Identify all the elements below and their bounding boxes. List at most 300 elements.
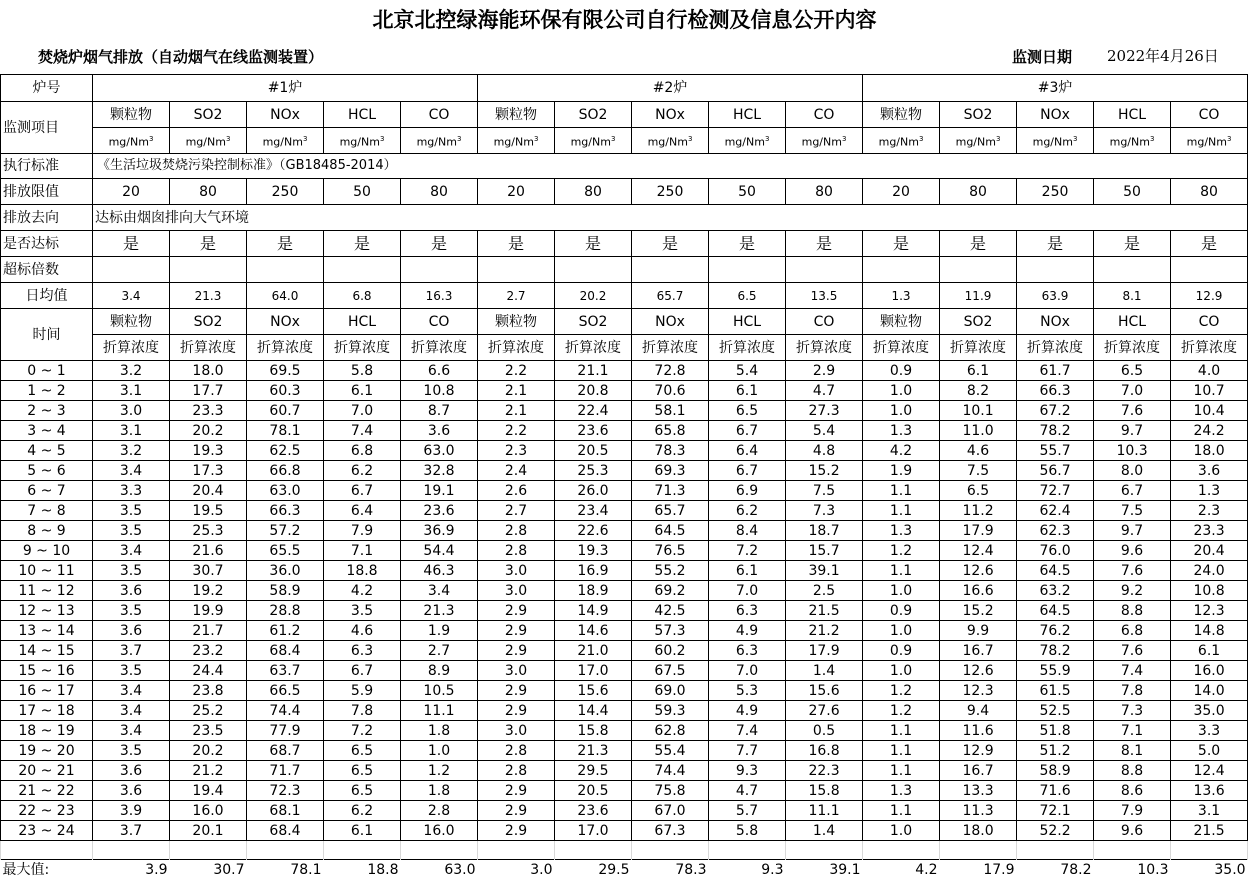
furnace-3-header: #3炉 bbox=[863, 75, 1248, 102]
daily-avg-value: 65.7 bbox=[632, 283, 709, 309]
value-cell: 11.1 bbox=[786, 801, 863, 821]
unit-superscript: 3 bbox=[225, 134, 231, 143]
exceed-value bbox=[247, 257, 324, 283]
value-cell: 18.0 bbox=[1171, 441, 1248, 461]
value-cell: 51.8 bbox=[1017, 721, 1094, 741]
value-cell: 16.8 bbox=[786, 741, 863, 761]
value-cell: 3.1 bbox=[93, 381, 170, 401]
max-value: 63.0 bbox=[401, 860, 478, 881]
value-cell: 5.8 bbox=[709, 821, 786, 841]
value-cell: 5.9 bbox=[324, 681, 401, 701]
daily-avg-value: 6.5 bbox=[709, 283, 786, 309]
unit-text: mg/Nm bbox=[955, 135, 996, 149]
value-cell: 6.2 bbox=[324, 461, 401, 481]
conc-header: 折算浓度 bbox=[93, 335, 170, 361]
max-label: 最大值: bbox=[1, 860, 93, 881]
time-cell: 16 ~ 17 bbox=[1, 681, 93, 701]
value-cell: 1.1 bbox=[863, 741, 940, 761]
value-cell: 11.0 bbox=[940, 421, 1017, 441]
compliant-label: 是否达标 bbox=[1, 231, 93, 257]
value-cell: 1.0 bbox=[863, 381, 940, 401]
table-row bbox=[1, 781, 1248, 801]
value-cell: 9.7 bbox=[1094, 421, 1171, 441]
value-cell: 12.3 bbox=[940, 681, 1017, 701]
unit-cell bbox=[555, 128, 632, 154]
value-cell: 24.0 bbox=[1171, 561, 1248, 581]
table-row bbox=[1, 401, 1248, 421]
value-cell: 2.9 bbox=[478, 681, 555, 701]
unit-superscript: 3 bbox=[1072, 134, 1078, 143]
pollutant-header: HCL bbox=[1094, 102, 1171, 128]
value-cell: 76.2 bbox=[1017, 621, 1094, 641]
value-cell: 23.6 bbox=[555, 421, 632, 441]
unit-text: mg/Nm bbox=[1109, 135, 1150, 149]
table-row bbox=[1, 441, 1248, 461]
value-cell: 21.2 bbox=[170, 761, 247, 781]
time-cell: 22 ~ 23 bbox=[1, 801, 93, 821]
time-pollutant-header: 颗粒物 bbox=[93, 309, 170, 335]
value-cell: 68.4 bbox=[247, 641, 324, 661]
daily-avg-value: 1.3 bbox=[863, 283, 940, 309]
conc-header: 折算浓度 bbox=[940, 335, 1017, 361]
value-cell: 20.5 bbox=[555, 441, 632, 461]
value-cell: 27.6 bbox=[786, 701, 863, 721]
time-cell: 18 ~ 19 bbox=[1, 721, 93, 741]
value-cell: 0.5 bbox=[786, 721, 863, 741]
pollutant-header: 颗粒物 bbox=[863, 102, 940, 128]
value-cell: 1.1 bbox=[863, 761, 940, 781]
value-cell: 2.1 bbox=[478, 401, 555, 421]
daily-avg-value: 12.9 bbox=[1171, 283, 1248, 309]
value-cell: 7.2 bbox=[324, 721, 401, 741]
value-cell: 16.9 bbox=[555, 561, 632, 581]
daily-avg-value: 3.4 bbox=[93, 283, 170, 309]
limit-value: 80 bbox=[1171, 179, 1248, 205]
item-label: 监测项目 bbox=[1, 102, 93, 154]
daily-avg-value: 11.9 bbox=[940, 283, 1017, 309]
value-cell: 19.2 bbox=[170, 581, 247, 601]
exceed-value bbox=[632, 257, 709, 283]
compliant-value: 是 bbox=[786, 231, 863, 257]
unit-superscript: 3 bbox=[302, 134, 308, 143]
value-cell: 6.1 bbox=[940, 361, 1017, 381]
value-cell: 1.1 bbox=[863, 501, 940, 521]
value-cell: 65.8 bbox=[632, 421, 709, 441]
table-row bbox=[1, 741, 1248, 761]
value-cell: 74.4 bbox=[247, 701, 324, 721]
table-row bbox=[1, 461, 1248, 481]
daily-avg-value: 64.0 bbox=[247, 283, 324, 309]
value-cell: 30.7 bbox=[170, 561, 247, 581]
time-cell: 11 ~ 12 bbox=[1, 581, 93, 601]
exceed-value bbox=[401, 257, 478, 283]
value-cell: 17.9 bbox=[940, 521, 1017, 541]
value-cell: 35.0 bbox=[1171, 701, 1248, 721]
value-cell: 7.1 bbox=[1094, 721, 1171, 741]
time-cell: 19 ~ 20 bbox=[1, 741, 93, 761]
time-cell: 12 ~ 13 bbox=[1, 601, 93, 621]
unit-text: mg/Nm bbox=[108, 135, 149, 149]
unit-cell bbox=[786, 128, 863, 154]
spacer-cell bbox=[632, 841, 709, 860]
value-cell: 1.9 bbox=[401, 621, 478, 641]
value-cell: 19.1 bbox=[401, 481, 478, 501]
value-cell: 6.4 bbox=[709, 441, 786, 461]
value-cell: 6.1 bbox=[324, 381, 401, 401]
value-cell: 3.7 bbox=[93, 641, 170, 661]
value-cell: 6.5 bbox=[324, 781, 401, 801]
value-cell: 2.9 bbox=[786, 361, 863, 381]
value-cell: 1.1 bbox=[863, 481, 940, 501]
limit-value: 50 bbox=[324, 179, 401, 205]
max-value: 17.9 bbox=[940, 860, 1017, 881]
value-cell: 4.9 bbox=[709, 701, 786, 721]
conc-header: 折算浓度 bbox=[478, 335, 555, 361]
value-cell: 5.4 bbox=[786, 421, 863, 441]
value-cell: 17.3 bbox=[170, 461, 247, 481]
value-cell: 2.3 bbox=[1171, 501, 1248, 521]
value-cell: 2.8 bbox=[478, 521, 555, 541]
conc-header: 折算浓度 bbox=[1094, 335, 1171, 361]
value-cell: 12.4 bbox=[1171, 761, 1248, 781]
spacer-cell bbox=[93, 841, 170, 860]
value-cell: 15.8 bbox=[786, 781, 863, 801]
value-cell: 60.7 bbox=[247, 401, 324, 421]
value-cell: 54.4 bbox=[401, 541, 478, 561]
value-cell: 16.0 bbox=[1171, 661, 1248, 681]
value-cell: 1.0 bbox=[863, 661, 940, 681]
pollutant-header: HCL bbox=[709, 102, 786, 128]
value-cell: 78.2 bbox=[1017, 421, 1094, 441]
value-cell: 62.8 bbox=[632, 721, 709, 741]
table-row bbox=[1, 761, 1248, 781]
value-cell: 2.9 bbox=[478, 801, 555, 821]
value-cell: 3.4 bbox=[93, 461, 170, 481]
value-cell: 3.2 bbox=[93, 361, 170, 381]
table-row bbox=[1, 621, 1248, 641]
value-cell: 23.3 bbox=[170, 401, 247, 421]
value-cell: 27.3 bbox=[786, 401, 863, 421]
value-cell: 36.0 bbox=[247, 561, 324, 581]
daily-avg-value: 2.7 bbox=[478, 283, 555, 309]
table-row bbox=[1, 721, 1248, 741]
value-cell: 0.9 bbox=[863, 601, 940, 621]
value-cell: 1.8 bbox=[401, 721, 478, 741]
limit-value: 80 bbox=[401, 179, 478, 205]
value-cell: 63.0 bbox=[247, 481, 324, 501]
value-cell: 2.3 bbox=[478, 441, 555, 461]
exceed-value bbox=[1094, 257, 1171, 283]
value-cell: 9.9 bbox=[940, 621, 1017, 641]
value-cell: 58.1 bbox=[632, 401, 709, 421]
value-cell: 15.8 bbox=[555, 721, 632, 741]
pollutant-header: CO bbox=[786, 102, 863, 128]
time-pollutant-header: SO2 bbox=[170, 309, 247, 335]
time-cell: 21 ~ 22 bbox=[1, 781, 93, 801]
value-cell: 63.0 bbox=[401, 441, 478, 461]
value-cell: 3.5 bbox=[93, 561, 170, 581]
value-cell: 66.5 bbox=[247, 681, 324, 701]
table-row bbox=[1, 661, 1248, 681]
value-cell: 17.0 bbox=[555, 661, 632, 681]
value-cell: 28.8 bbox=[247, 601, 324, 621]
value-cell: 6.3 bbox=[709, 641, 786, 661]
value-cell: 2.1 bbox=[478, 381, 555, 401]
value-cell: 3.3 bbox=[93, 481, 170, 501]
value-cell: 8.7 bbox=[401, 401, 478, 421]
value-cell: 65.5 bbox=[247, 541, 324, 561]
limit-value: 20 bbox=[93, 179, 170, 205]
unit-superscript: 3 bbox=[456, 134, 462, 143]
value-cell: 42.5 bbox=[632, 601, 709, 621]
value-cell: 64.5 bbox=[1017, 561, 1094, 581]
value-cell: 72.8 bbox=[632, 361, 709, 381]
exceed-value bbox=[863, 257, 940, 283]
unit-text: mg/Nm bbox=[647, 135, 688, 149]
value-cell: 15.6 bbox=[786, 681, 863, 701]
value-cell: 6.5 bbox=[709, 401, 786, 421]
unit-superscript: 3 bbox=[764, 134, 770, 143]
table-row bbox=[1, 801, 1248, 821]
value-cell: 2.9 bbox=[478, 701, 555, 721]
value-cell: 21.5 bbox=[786, 601, 863, 621]
unit-superscript: 3 bbox=[148, 134, 154, 143]
value-cell: 69.0 bbox=[632, 681, 709, 701]
value-cell: 16.7 bbox=[940, 761, 1017, 781]
value-cell: 69.2 bbox=[632, 581, 709, 601]
unit-superscript: 3 bbox=[918, 134, 924, 143]
daily-avg-value: 63.9 bbox=[1017, 283, 1094, 309]
value-cell: 19.3 bbox=[555, 541, 632, 561]
value-cell: 4.7 bbox=[709, 781, 786, 801]
limit-value: 80 bbox=[170, 179, 247, 205]
value-cell: 7.9 bbox=[1094, 801, 1171, 821]
value-cell: 70.6 bbox=[632, 381, 709, 401]
daily-avg-value: 8.1 bbox=[1094, 283, 1171, 309]
value-cell: 67.2 bbox=[1017, 401, 1094, 421]
value-cell: 10.8 bbox=[1171, 581, 1248, 601]
destination-text: 达标由烟囱排向大气环境 bbox=[93, 205, 1248, 231]
value-cell: 19.5 bbox=[170, 501, 247, 521]
compliant-value: 是 bbox=[632, 231, 709, 257]
value-cell: 12.3 bbox=[1171, 601, 1248, 621]
value-cell: 19.4 bbox=[170, 781, 247, 801]
time-cell: 10 ~ 11 bbox=[1, 561, 93, 581]
compliant-value: 是 bbox=[247, 231, 324, 257]
value-cell: 3.6 bbox=[93, 761, 170, 781]
value-cell: 9.7 bbox=[1094, 521, 1171, 541]
time-cell: 20 ~ 21 bbox=[1, 761, 93, 781]
exceed-value bbox=[170, 257, 247, 283]
value-cell: 1.1 bbox=[863, 561, 940, 581]
value-cell: 76.0 bbox=[1017, 541, 1094, 561]
value-cell: 66.8 bbox=[247, 461, 324, 481]
destination-label: 排放去向 bbox=[1, 205, 93, 231]
table-row bbox=[1, 481, 1248, 501]
value-cell: 62.3 bbox=[1017, 521, 1094, 541]
value-cell: 74.4 bbox=[632, 761, 709, 781]
value-cell: 56.7 bbox=[1017, 461, 1094, 481]
unit-text: mg/Nm bbox=[493, 135, 534, 149]
value-cell: 6.4 bbox=[324, 501, 401, 521]
value-cell: 75.8 bbox=[632, 781, 709, 801]
value-cell: 21.3 bbox=[555, 741, 632, 761]
value-cell: 6.1 bbox=[709, 561, 786, 581]
value-cell: 7.6 bbox=[1094, 401, 1171, 421]
value-cell: 11.1 bbox=[401, 701, 478, 721]
value-cell: 5.4 bbox=[709, 361, 786, 381]
value-cell: 78.3 bbox=[632, 441, 709, 461]
value-cell: 23.4 bbox=[555, 501, 632, 521]
unit-cell bbox=[247, 128, 324, 154]
value-cell: 10.1 bbox=[940, 401, 1017, 421]
value-cell: 3.1 bbox=[93, 421, 170, 441]
value-cell: 9.4 bbox=[940, 701, 1017, 721]
time-cell: 7 ~ 8 bbox=[1, 501, 93, 521]
value-cell: 13.3 bbox=[940, 781, 1017, 801]
value-cell: 1.2 bbox=[863, 541, 940, 561]
value-cell: 6.2 bbox=[709, 501, 786, 521]
unit-superscript: 3 bbox=[533, 134, 539, 143]
value-cell: 5.7 bbox=[709, 801, 786, 821]
conc-header: 折算浓度 bbox=[632, 335, 709, 361]
value-cell: 8.8 bbox=[1094, 601, 1171, 621]
unit-superscript: 3 bbox=[995, 134, 1001, 143]
value-cell: 3.4 bbox=[93, 541, 170, 561]
time-pollutant-header: CO bbox=[401, 309, 478, 335]
compliant-value: 是 bbox=[401, 231, 478, 257]
value-cell: 7.9 bbox=[324, 521, 401, 541]
spacer-cell bbox=[247, 841, 324, 860]
daily-avg-value: 13.5 bbox=[786, 283, 863, 309]
table-row bbox=[1, 561, 1248, 581]
time-cell: 17 ~ 18 bbox=[1, 701, 93, 721]
table-row bbox=[1, 601, 1248, 621]
value-cell: 78.2 bbox=[1017, 641, 1094, 661]
value-cell: 19.9 bbox=[170, 601, 247, 621]
value-cell: 20.5 bbox=[555, 781, 632, 801]
value-cell: 52.5 bbox=[1017, 701, 1094, 721]
value-cell: 16.0 bbox=[170, 801, 247, 821]
value-cell: 12.6 bbox=[940, 561, 1017, 581]
value-cell: 2.8 bbox=[478, 541, 555, 561]
value-cell: 3.4 bbox=[93, 721, 170, 741]
time-pollutant-header: 颗粒物 bbox=[478, 309, 555, 335]
value-cell: 9.6 bbox=[1094, 821, 1171, 841]
value-cell: 55.2 bbox=[632, 561, 709, 581]
value-cell: 14.4 bbox=[555, 701, 632, 721]
value-cell: 65.7 bbox=[632, 501, 709, 521]
value-cell: 10.4 bbox=[1171, 401, 1248, 421]
value-cell: 1.3 bbox=[863, 421, 940, 441]
value-cell: 4.2 bbox=[863, 441, 940, 461]
value-cell: 20.2 bbox=[170, 741, 247, 761]
value-cell: 78.1 bbox=[247, 421, 324, 441]
value-cell: 20.8 bbox=[555, 381, 632, 401]
value-cell: 61.7 bbox=[1017, 361, 1094, 381]
value-cell: 6.8 bbox=[1094, 621, 1171, 641]
value-cell: 6.5 bbox=[940, 481, 1017, 501]
value-cell: 13.6 bbox=[1171, 781, 1248, 801]
max-value: 10.3 bbox=[1094, 860, 1171, 881]
unit-text: mg/Nm bbox=[878, 135, 919, 149]
value-cell: 3.6 bbox=[93, 781, 170, 801]
value-cell: 6.5 bbox=[1094, 361, 1171, 381]
value-cell: 12.4 bbox=[940, 541, 1017, 561]
value-cell: 7.0 bbox=[324, 401, 401, 421]
exceed-label: 超标倍数 bbox=[1, 257, 93, 283]
value-cell: 0.9 bbox=[863, 361, 940, 381]
value-cell: 16.7 bbox=[940, 641, 1017, 661]
value-cell: 20.2 bbox=[170, 421, 247, 441]
value-cell: 24.4 bbox=[170, 661, 247, 681]
table-row bbox=[1, 821, 1248, 841]
value-cell: 2.9 bbox=[478, 781, 555, 801]
value-cell: 11.6 bbox=[940, 721, 1017, 741]
time-pollutant-header: CO bbox=[786, 309, 863, 335]
value-cell: 12.6 bbox=[940, 661, 1017, 681]
value-cell: 2.4 bbox=[478, 461, 555, 481]
pollutant-header: SO2 bbox=[170, 102, 247, 128]
value-cell: 76.5 bbox=[632, 541, 709, 561]
exceed-value bbox=[1017, 257, 1094, 283]
value-cell: 2.2 bbox=[478, 361, 555, 381]
conc-header: 折算浓度 bbox=[247, 335, 324, 361]
value-cell: 7.6 bbox=[1094, 641, 1171, 661]
value-cell: 21.6 bbox=[170, 541, 247, 561]
pollutant-header: NOx bbox=[247, 102, 324, 128]
value-cell: 7.5 bbox=[786, 481, 863, 501]
value-cell: 2.6 bbox=[478, 481, 555, 501]
value-cell: 25.3 bbox=[555, 461, 632, 481]
value-cell: 69.5 bbox=[247, 361, 324, 381]
value-cell: 18.9 bbox=[555, 581, 632, 601]
value-cell: 17.7 bbox=[170, 381, 247, 401]
value-cell: 63.7 bbox=[247, 661, 324, 681]
value-cell: 64.5 bbox=[1017, 601, 1094, 621]
limit-value: 250 bbox=[247, 179, 324, 205]
value-cell: 51.2 bbox=[1017, 741, 1094, 761]
time-pollutant-header: HCL bbox=[324, 309, 401, 335]
furnace-2-header: #2炉 bbox=[478, 75, 863, 102]
value-cell: 39.1 bbox=[786, 561, 863, 581]
value-cell: 5.0 bbox=[1171, 741, 1248, 761]
time-pollutant-header: NOx bbox=[1017, 309, 1094, 335]
unit-cell bbox=[1017, 128, 1094, 154]
value-cell: 6.8 bbox=[324, 441, 401, 461]
spacer-cell bbox=[709, 841, 786, 860]
value-cell: 4.6 bbox=[940, 441, 1017, 461]
unit-cell bbox=[863, 128, 940, 154]
daily-avg-label: 日均值 bbox=[1, 283, 93, 309]
value-cell: 14.6 bbox=[555, 621, 632, 641]
value-cell: 21.2 bbox=[786, 621, 863, 641]
pollutant-header: SO2 bbox=[555, 102, 632, 128]
value-cell: 6.3 bbox=[324, 641, 401, 661]
time-cell: 1 ~ 2 bbox=[1, 381, 93, 401]
value-cell: 1.1 bbox=[863, 801, 940, 821]
value-cell: 15.2 bbox=[940, 601, 1017, 621]
value-cell: 71.7 bbox=[247, 761, 324, 781]
max-row bbox=[1, 860, 1248, 881]
value-cell: 10.3 bbox=[1094, 441, 1171, 461]
compliant-value: 是 bbox=[863, 231, 940, 257]
table-row bbox=[1, 521, 1248, 541]
value-cell: 29.5 bbox=[555, 761, 632, 781]
value-cell: 72.1 bbox=[1017, 801, 1094, 821]
exceed-value bbox=[1171, 257, 1248, 283]
value-cell: 7.0 bbox=[709, 661, 786, 681]
